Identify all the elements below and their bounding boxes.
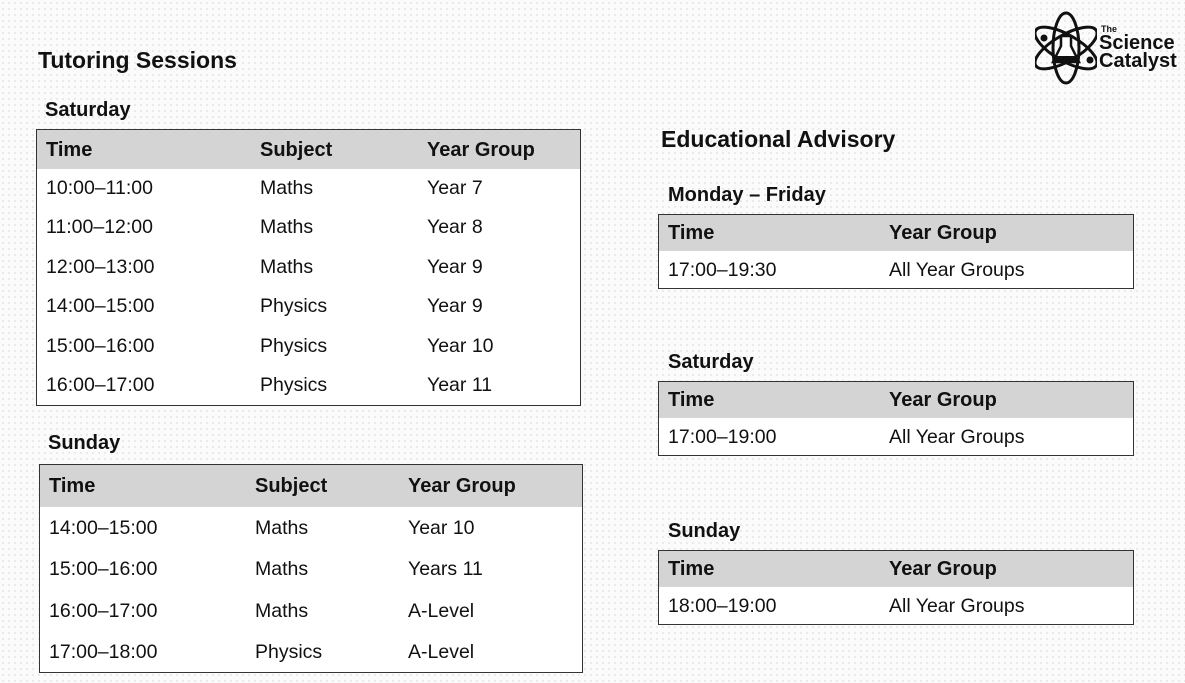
science-catalyst-logo — [1035, 8, 1180, 88]
advisory-sunday-table — [658, 550, 1134, 625]
table-row — [37, 287, 580, 326]
cell-time: 12:00–13:00 — [46, 255, 155, 278]
cell-year-group: Year 8 — [427, 216, 483, 239]
cell-subject: Maths — [260, 255, 314, 278]
cell-year-group: All Year Groups — [889, 595, 1025, 617]
table-row — [37, 169, 580, 208]
cell-year-group: All Year Groups — [889, 426, 1025, 448]
cell-year-group: Year 9 — [427, 295, 483, 318]
tutoring-saturday-table — [36, 129, 581, 406]
cell-year-group: Years 11 — [408, 558, 483, 581]
cell-year-group: Year 9 — [427, 255, 483, 278]
advisory-weekdays-label: Monday – Friday — [668, 184, 826, 206]
header-year-group: Year Group — [889, 389, 997, 411]
cell-year-group: All Year Groups — [889, 259, 1025, 281]
tutoring-sunday-table — [39, 464, 583, 673]
cell-time: 18:00–19:00 — [668, 595, 777, 617]
cell-subject: Maths — [255, 517, 309, 539]
table-header — [40, 465, 582, 507]
header-time: Time — [668, 389, 715, 411]
logo-text-the: The — [1101, 24, 1118, 34]
cell-year-group: Year 10 — [427, 334, 494, 357]
header-time: Time — [668, 558, 715, 580]
cell-time: 11:00–12:00 — [46, 216, 153, 239]
cell-time: 17:00–19:00 — [668, 426, 777, 448]
table-row — [37, 248, 580, 287]
header-subject: Subject — [255, 475, 328, 497]
cell-time: 17:00–18:00 — [49, 640, 158, 663]
atom-flask-icon — [1035, 8, 1097, 88]
cell-year-group: Year 10 — [408, 517, 475, 539]
educational-advisory-title: Educational Advisory — [661, 126, 896, 152]
header-year-group: Year Group — [889, 558, 997, 580]
table-row — [40, 631, 582, 672]
cell-subject: Physics — [260, 334, 328, 357]
table-row — [40, 590, 582, 631]
table-row — [659, 587, 1133, 623]
table-row — [659, 418, 1133, 454]
tutoring-saturday-label: Saturday — [45, 99, 131, 121]
table-row — [659, 251, 1133, 287]
cell-time: 15:00–16:00 — [46, 334, 155, 357]
tutoring-sessions-title: Tutoring Sessions — [38, 47, 237, 73]
advisory-saturday-table — [658, 381, 1134, 456]
table-header — [37, 130, 580, 169]
header-year-group: Year Group — [889, 222, 997, 244]
table-row — [40, 507, 582, 548]
cell-subject: Physics — [260, 373, 328, 396]
cell-year-group: Year 7 — [427, 177, 483, 199]
table-row — [37, 366, 580, 405]
tutoring-sunday-label: Sunday — [48, 432, 121, 454]
table-row — [40, 548, 582, 589]
cell-time: 15:00–16:00 — [49, 558, 158, 581]
cell-subject: Maths — [260, 216, 314, 239]
cell-subject: Physics — [260, 295, 328, 318]
table-header — [659, 551, 1133, 587]
cell-subject: Physics — [255, 640, 323, 663]
cell-year-group: A-Level — [408, 599, 475, 622]
table-header — [659, 382, 1133, 418]
header-time: Time — [49, 475, 96, 497]
cell-year-group: Year 11 — [427, 373, 493, 396]
cell-time: 16:00–17:00 — [46, 373, 155, 396]
advisory-weekdays-table — [658, 214, 1134, 289]
header-subject: Subject — [260, 139, 333, 161]
header-time: Time — [46, 139, 93, 161]
cell-time: 16:00–17:00 — [49, 599, 158, 622]
cell-subject: Maths — [255, 558, 309, 581]
cell-time: 17:00–19:30 — [668, 259, 777, 281]
header-time: Time — [668, 222, 715, 244]
advisory-saturday-label: Saturday — [668, 351, 754, 373]
advisory-sunday-label: Sunday — [668, 520, 741, 542]
cell-time: 14:00–15:00 — [49, 517, 158, 539]
cell-time: 10:00–11:00 — [46, 177, 153, 199]
table-header — [659, 215, 1133, 251]
cell-subject: Maths — [260, 177, 314, 199]
table-row — [37, 327, 580, 366]
cell-time: 14:00–15:00 — [46, 295, 155, 318]
logo-text-science: Science — [1099, 32, 1175, 54]
header-year-group: Year Group — [427, 139, 535, 161]
header-year-group: Year Group — [408, 475, 516, 497]
cell-year-group: A-Level — [408, 640, 475, 663]
table-row — [37, 208, 580, 247]
cell-subject: Maths — [255, 599, 309, 622]
logo-text-catalyst: Catalyst — [1099, 50, 1177, 72]
